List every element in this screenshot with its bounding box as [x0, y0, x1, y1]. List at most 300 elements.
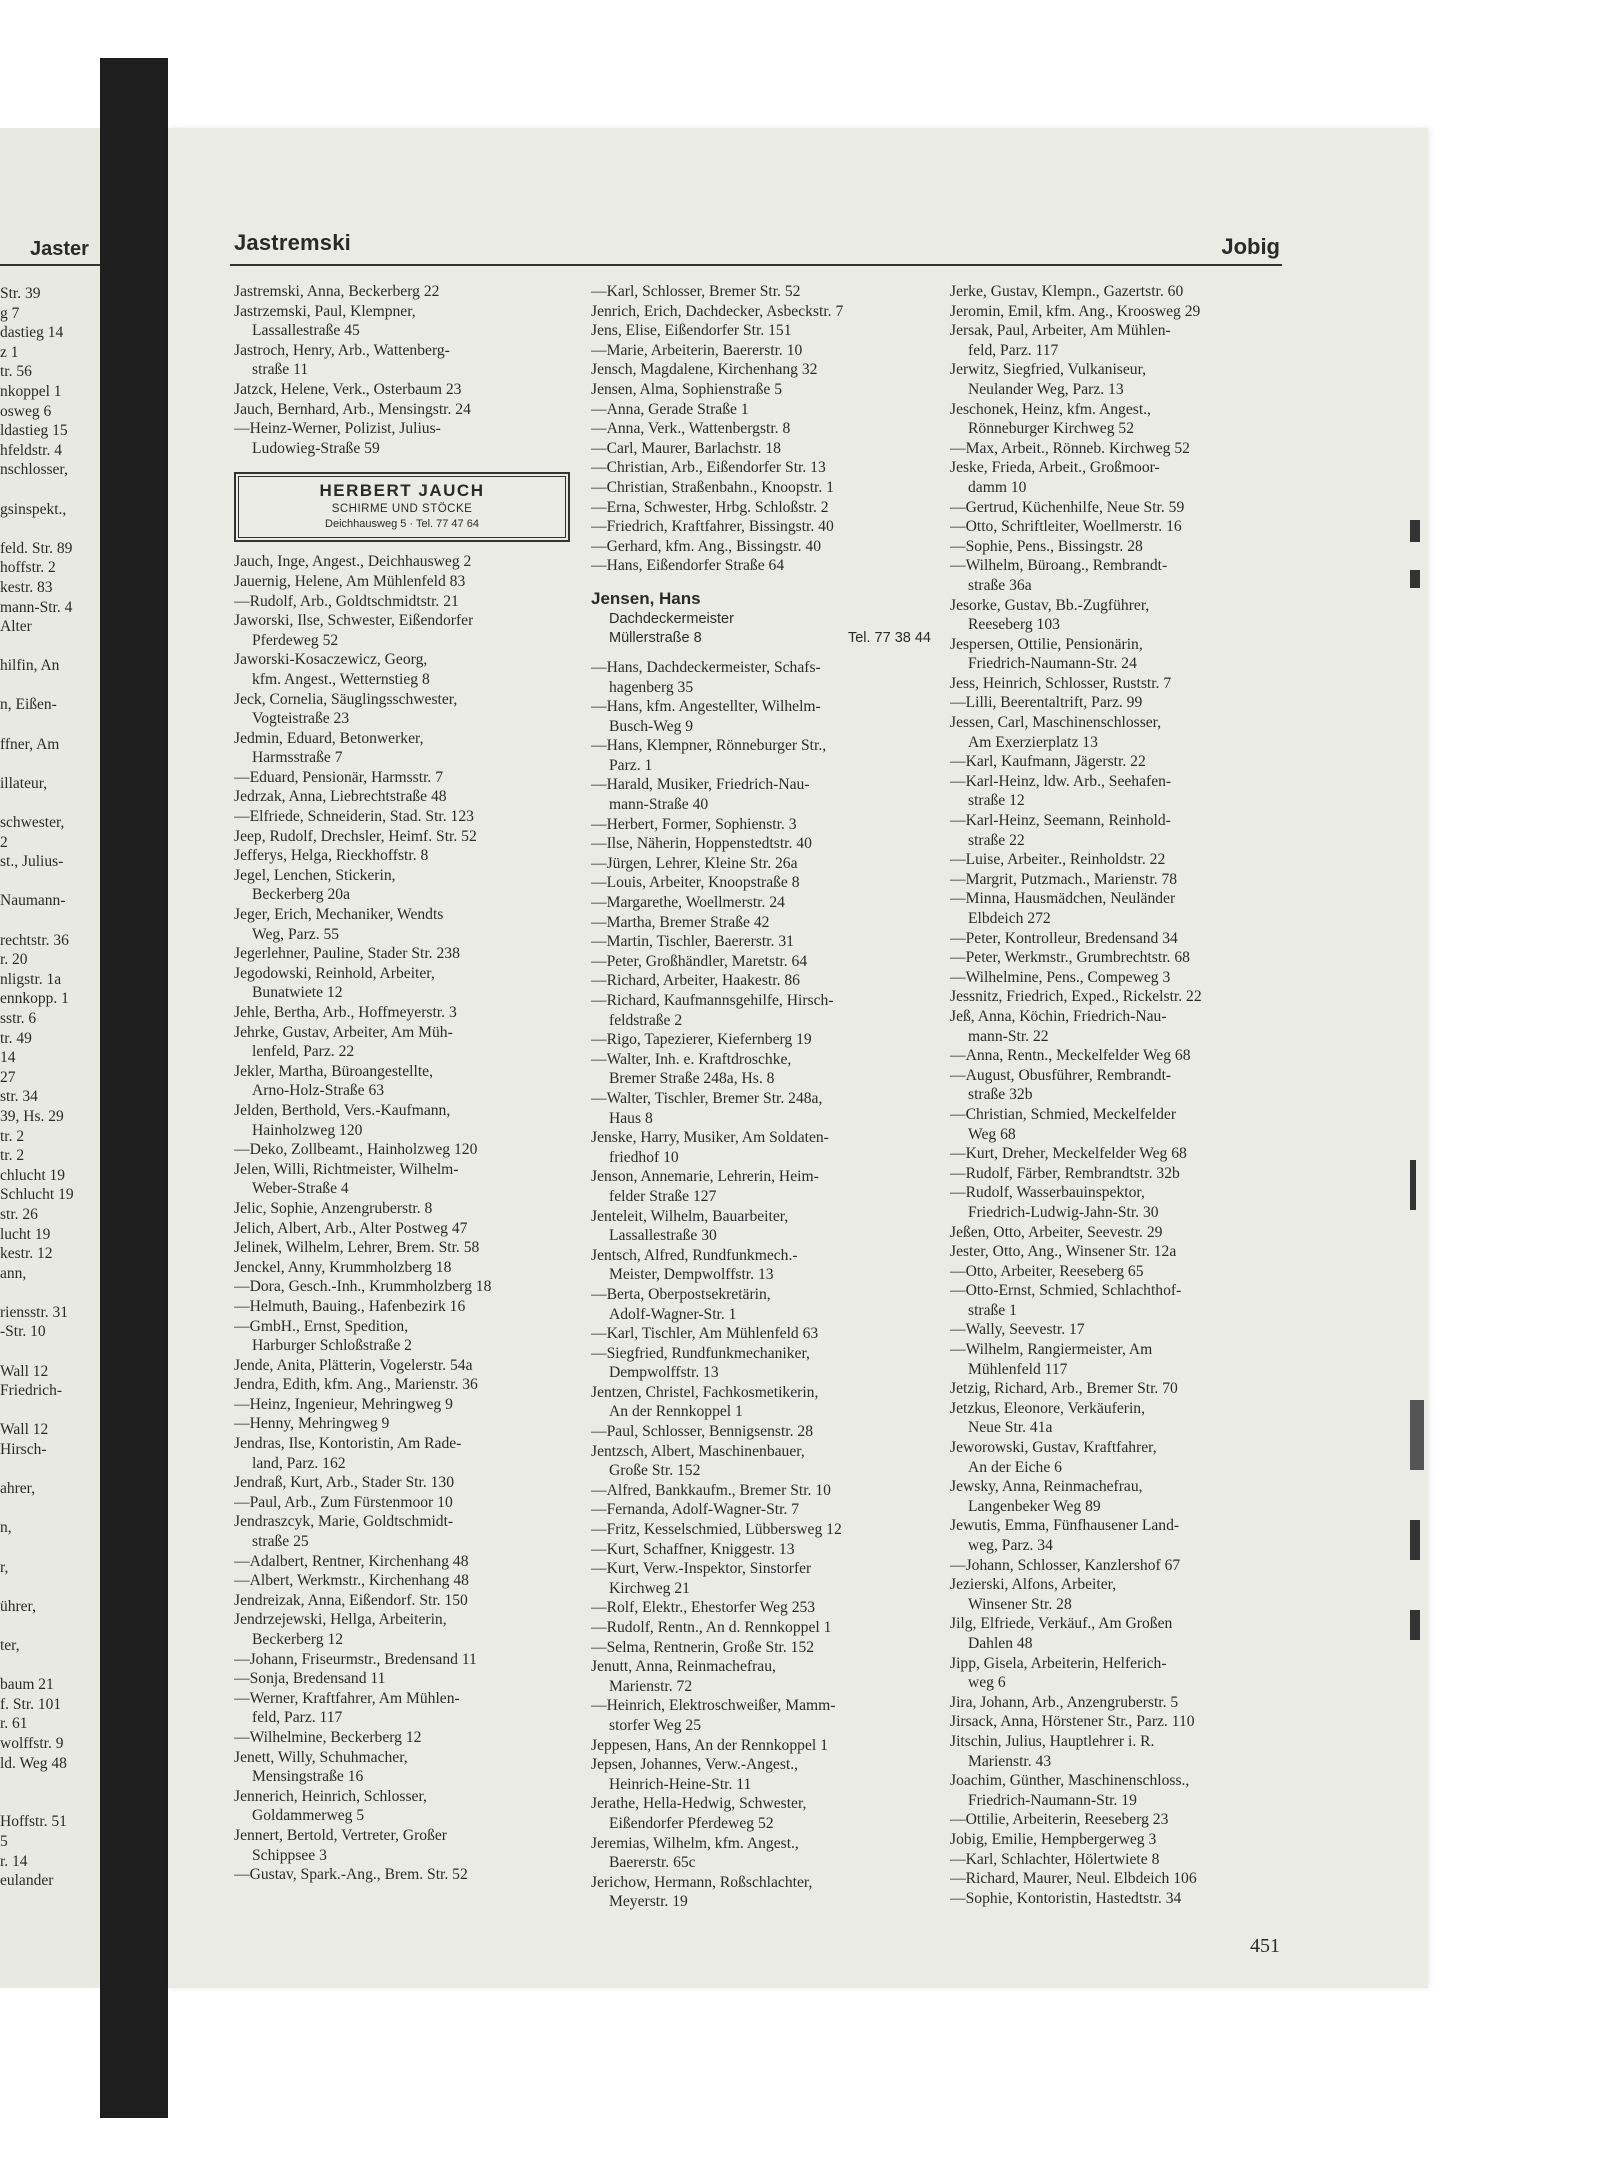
directory-entry-line: [950, 654, 1290, 674]
left-page-line: 14: [0, 1049, 16, 1067]
entry-text: Baererstr. 65c: [609, 1854, 696, 1872]
directory-entry-line: [591, 1540, 931, 1560]
entry-text: —Marie, Arbeiterin, Baererstr. 10: [591, 341, 803, 359]
left-page-line: hfeldstr. 4: [0, 441, 62, 459]
directory-entry-line: [234, 1356, 574, 1376]
entry-text: Jerichow, Hermann, Roßschlachter,: [591, 1873, 813, 1891]
left-page-lines: [0, 284, 74, 1891]
left-page-line: [0, 872, 74, 892]
entry-text: —Heinz-Werner, Polizist, Julius-: [234, 420, 441, 438]
entry-list: [234, 552, 574, 1884]
book-gutter: [100, 58, 168, 2118]
left-page-line: 27: [0, 1068, 16, 1086]
entry-text: feld, Parz. 117: [968, 341, 1059, 359]
entry-text: Jeremias, Wilhelm, kfm. Angest.,: [591, 1834, 799, 1852]
left-page-line: [0, 1773, 74, 1793]
entry-text: —Fritz, Kesselschmied, Lübbersweg 12: [591, 1521, 842, 1539]
directory-entry-line: [591, 1716, 931, 1736]
directory-entry-line: [950, 498, 1290, 518]
entry-text: Mensingstraße 16: [252, 1768, 364, 1786]
directory-entry-line: [591, 658, 931, 678]
left-page-line: lucht 19: [0, 1225, 51, 1243]
featured-entry-name: Jensen, Hans: [591, 588, 701, 608]
entry-text: Jenteleit, Wilhelm, Bauarbeiter,: [591, 1207, 789, 1225]
left-page-line: eulander: [0, 1872, 54, 1890]
entry-text: Beckerberg 20a: [252, 886, 350, 904]
directory-entry-line: [950, 517, 1290, 537]
directory-entry-line: [950, 537, 1290, 557]
left-page-line: Wall 12: [0, 1421, 49, 1439]
directory-entry-line: [950, 576, 1290, 596]
directory-entry-line: [950, 380, 1290, 400]
directory-entry-line: [591, 1128, 931, 1148]
left-page-line: wolffstr. 9: [0, 1734, 64, 1752]
entry-text: Weg, Parz. 55: [252, 925, 340, 943]
entry-text: Jeppesen, Hans, An der Rennkoppel 1: [591, 1736, 828, 1754]
directory-entry-line: [591, 854, 931, 874]
entry-text: Jendraß, Kurt, Arb., Stader Str. 130: [234, 1474, 455, 1492]
entry-text: Jenett, Willy, Schuhmacher,: [234, 1748, 408, 1766]
entry-text: Jenckel, Anny, Krummholzberg 18: [234, 1258, 452, 1276]
entry-text: Jentsch, Alfred, Rundfunkmech.-: [591, 1246, 798, 1264]
left-page-line: [0, 1499, 74, 1519]
left-page-line: ld. Weg 48: [0, 1754, 67, 1772]
directory-entry-line: [234, 1023, 574, 1043]
directory-entry-line: [950, 1379, 1290, 1399]
directory-entry-line: [591, 971, 931, 991]
left-page-line: nschlosser,: [0, 461, 68, 479]
directory-entry-line: [591, 1500, 931, 1520]
entry-text: Marienstr. 72: [609, 1677, 693, 1695]
entry-text: —GmbH., Ernst, Spedition,: [234, 1317, 409, 1335]
entry-text: Jeger, Erich, Mechaniker, Wendts: [234, 906, 444, 924]
entry-text: —Dora, Gesch.-Inh., Krummholzberg 18: [234, 1278, 492, 1296]
entry-text: An der Eiche 6: [968, 1458, 1062, 1476]
entry-text: Jedmin, Eduard, Betonwerker,: [234, 729, 424, 747]
directory-entry-line: [234, 846, 574, 866]
directory-entry-line: [234, 419, 574, 439]
left-page-line: ennkopp. 1: [0, 990, 69, 1008]
entry-text: —Lilli, Beerentaltrift, Parz. 99: [950, 694, 1143, 712]
entry-text: Jensch, Magdalene, Kirchenhang 32: [591, 361, 818, 379]
directory-entry-line: [591, 913, 931, 933]
directory-entry-line: [950, 1046, 1290, 1066]
left-page-line: 2: [0, 833, 8, 851]
entry-text: Rönneburger Kirchweg 52: [968, 420, 1135, 438]
entry-text: Jeske, Frieda, Arbeit., Großmoor-: [950, 459, 1160, 477]
directory-entry-line: [234, 1806, 574, 1826]
entry-text: —Ottilie, Arbeiterin, Reeseberg 23: [950, 1811, 1169, 1829]
entry-text: Jewsky, Anna, Reinmachefrau,: [950, 1478, 1143, 1496]
entry-text: straße 32b: [968, 1086, 1033, 1104]
entry-text: Mühlenfeld 117: [968, 1360, 1068, 1378]
entry-text: —Sophie, Kontoristin, Hastedtstr. 34: [950, 1889, 1182, 1907]
entry-text: —Rudolf, Wasserbauinspektor,: [950, 1184, 1145, 1202]
entry-text: —Wilhelm, Büroang., Rembrandt-: [950, 557, 1168, 575]
left-page-line: schwester,: [0, 814, 65, 832]
directory-entry-line: [234, 1493, 574, 1513]
directory-entry-line: [950, 1164, 1290, 1184]
left-page-line: str. 34: [0, 1088, 38, 1106]
entry-text: straße 11: [252, 361, 309, 379]
left-page-line: st., Julius-: [0, 853, 64, 871]
directory-entry-line: [591, 1853, 931, 1873]
directory-entry-line: [591, 1598, 931, 1618]
directory-entry-line: [591, 952, 931, 972]
left-page-line: ahrer,: [0, 1480, 36, 1498]
directory-entry-line: [950, 1791, 1290, 1811]
directory-entry-line: [950, 674, 1290, 694]
directory-entry-line: [950, 1360, 1290, 1380]
directory-entry-line: [950, 1536, 1290, 1556]
entry-text: straße 36a: [968, 576, 1032, 594]
entry-text: Jauernig, Helene, Am Mühlenfeld 83: [234, 572, 466, 590]
entry-text: Neue Str. 41a: [968, 1419, 1053, 1437]
directory-entry-line: [950, 1634, 1290, 1654]
entry-text: Jeck, Cornelia, Säuglingsschwester,: [234, 690, 458, 708]
left-page-line: sstr. 6: [0, 1009, 37, 1027]
entry-text: Friedrich-Ludwig-Jahn-Str. 30: [968, 1203, 1159, 1221]
directory-entry-line: [950, 596, 1290, 616]
directory-entry-line: [950, 1105, 1290, 1125]
directory-entry-line: [591, 697, 931, 717]
directory-entry-line: [234, 1042, 574, 1062]
directory-entry-line: [591, 756, 931, 776]
entry-text: damm 10: [968, 478, 1027, 496]
directory-entry-line: [950, 1458, 1290, 1478]
directory-entry-line: [950, 1301, 1290, 1321]
entry-text: Jelden, Berthold, Vers.-Kaufmann,: [234, 1101, 451, 1119]
directory-entry-line: [591, 1265, 931, 1285]
entry-text: Jelich, Albert, Arb., Alter Postweg 47: [234, 1219, 468, 1237]
left-page-line: mann-Str. 4: [0, 598, 73, 616]
left-page-line: Hirsch-: [0, 1441, 47, 1459]
directory-entry-line: [234, 690, 574, 710]
left-page-line: tr. 49: [0, 1029, 32, 1047]
entry-text: lenfeld, Parz. 22: [252, 1043, 355, 1061]
left-page-line: Str. 39: [0, 285, 41, 302]
entry-text: Dahlen 48: [968, 1634, 1033, 1652]
directory-entry-line: [591, 1775, 931, 1795]
entry-text: Beckerberg 12: [252, 1631, 344, 1648]
entry-text: Joachim, Günther, Maschinenschloss.,: [950, 1772, 1190, 1790]
directory-entry-line: [950, 458, 1290, 478]
directory-entry-line: [234, 1062, 574, 1082]
entry-text: land, Parz. 162: [252, 1454, 346, 1472]
entry-text: —Deko, Zollbeamt., Hainholzweg 120: [234, 1141, 478, 1159]
directory-entry-line: [234, 1610, 574, 1630]
left-page-line: r. 20: [0, 951, 28, 969]
directory-entry-line: [234, 1081, 574, 1101]
directory-entry-line: [234, 400, 574, 420]
directory-entry-line: [234, 1473, 574, 1493]
entry-text: Friedrich-Naumann-Str. 19: [968, 1791, 1137, 1809]
directory-entry-line: [950, 439, 1290, 459]
entry-text: Jehle, Bertha, Arb., Hoffmeyerstr. 3: [234, 1004, 457, 1021]
entry-text: Jendra, Edith, kfm. Ang., Marienstr. 36: [234, 1376, 478, 1394]
directory-entry-line: [950, 929, 1290, 949]
left-page-line: [0, 754, 74, 774]
directory-entry-line: [234, 1258, 574, 1278]
entry-text: Jewutis, Emma, Fünfhausener Land-: [950, 1517, 1180, 1535]
directory-entry-line: [591, 1305, 931, 1325]
directory-entry-line: [950, 1223, 1290, 1243]
left-page-line: 5: [0, 1832, 8, 1850]
directory-entry-line: [591, 556, 931, 576]
directory-entry-line: [234, 1689, 574, 1709]
entry-text: Jess, Heinrich, Schlosser, Ruststr. 7: [950, 674, 1172, 692]
directory-entry-line: [591, 419, 931, 439]
entry-text: Jepsen, Johannes, Verw.-Angest.,: [591, 1756, 799, 1774]
entry-text: Goldammerweg 5: [252, 1807, 365, 1825]
directory-entry-line: [234, 964, 574, 984]
left-page-line: [0, 911, 74, 931]
directory-entry-line: [234, 552, 574, 572]
directory-entry-line: [591, 815, 931, 835]
entry-text: Reeseberg 103: [968, 616, 1060, 634]
entry-text: —Harald, Musiker, Friedrich-Nau-: [591, 776, 810, 794]
entry-text: —Johann, Schlosser, Kanzlershof 67: [950, 1556, 1181, 1574]
directory-entry-line: [950, 1752, 1290, 1772]
entry-text: weg, Parz. 34: [968, 1537, 1053, 1554]
directory-entry-line: [234, 1179, 574, 1199]
directory-entry-line: [591, 932, 931, 952]
directory-entry-line: [950, 1066, 1290, 1086]
left-page-line: r. 61: [0, 1715, 28, 1733]
directory-entry-line: [591, 1755, 931, 1775]
left-page-line: [0, 1283, 74, 1303]
entry-text: —Karl, Kaufmann, Jägerstr. 22: [950, 753, 1146, 771]
entry-text: —Carl, Maurer, Barlachstr. 18: [591, 439, 781, 457]
directory-entry-line: [950, 1614, 1290, 1634]
directory-entry-line: [591, 1207, 931, 1227]
entry-text: —Ilse, Näherin, Hoppenstedtstr. 40: [591, 835, 812, 853]
entry-text: Eißendorfer Pferdeweg 52: [609, 1814, 774, 1832]
directory-entry-line: [950, 831, 1290, 851]
entry-text: —Richard, Maurer, Neul. Elbdeich 106: [950, 1870, 1197, 1888]
column-3: [950, 282, 1290, 1908]
directory-entry-line: [950, 1007, 1290, 1027]
directory-entry-line: [950, 909, 1290, 929]
directory-entry-line: [950, 1889, 1290, 1909]
entry-text: —Berta, Oberpostsekretärin,: [591, 1285, 771, 1303]
featured-entry-occupation: Dachdeckermeister: [609, 610, 734, 627]
directory-entry-line: [591, 873, 931, 893]
directory-entry-line: [591, 341, 931, 361]
entry-text: Jaworski-Kosaczewicz, Georg,: [234, 651, 428, 669]
directory-entry-line: [234, 1101, 574, 1121]
directory-entry-line: [591, 1892, 931, 1912]
left-page-line: z 1: [0, 343, 19, 361]
directory-entry-line: [234, 341, 574, 361]
directory-entry-line: [591, 478, 931, 498]
entry-text: feld, Parz. 117: [252, 1709, 343, 1727]
directory-entry-line: [950, 302, 1290, 322]
left-page-line: illateur,: [0, 774, 48, 792]
entry-text: Jentzsch, Albert, Maschinenbauer,: [591, 1442, 805, 1460]
entry-text: Jitschin, Julius, Hauptlehrer i. R.: [950, 1732, 1155, 1750]
directory-entry-line: [591, 717, 931, 737]
header-rule: [230, 264, 1282, 266]
left-page: [0, 128, 105, 1988]
directory-entry-line: [234, 709, 574, 729]
left-page-line: [0, 1656, 74, 1676]
entry-text: Winsener Str. 28: [968, 1595, 1072, 1613]
entry-text: —Peter, Werkmstr., Grumbrechtstr. 68: [950, 949, 1190, 967]
directory-entry-line: [234, 572, 574, 592]
entry-text: —Louis, Arbeiter, Knoopstraße 8: [591, 874, 800, 892]
directory-entry-line: [234, 905, 574, 925]
entry-text: —Margrit, Putzmach., Marienstr. 78: [950, 870, 1178, 888]
directory-entry-line: [234, 1003, 574, 1023]
directory-entry-line: [234, 1728, 574, 1748]
entry-text: Meister, Dempwolffstr. 13: [609, 1266, 774, 1284]
entry-text: —Otto, Schriftleiter, Woellmerstr. 16: [950, 518, 1182, 536]
directory-entry-line: [591, 1030, 931, 1050]
directory-entry-line: [234, 380, 574, 400]
entry-text: Jerwitz, Siegfried, Vulkaniseur,: [950, 361, 1147, 379]
directory-entry-line: [950, 1242, 1290, 1262]
entry-text: Bunatwiete 12: [252, 984, 343, 1002]
entry-text: Langenbeker Weg 89: [968, 1497, 1101, 1515]
entry-text: Harburger Schloßstraße 2: [252, 1337, 412, 1355]
entry-text: Jetzkus, Eleonore, Verkäuferin,: [950, 1399, 1145, 1417]
entry-text: Jentzen, Christel, Fachkosmetikerin,: [591, 1383, 819, 1401]
entry-text: Jendreizak, Anna, Eißendorf. Str. 150: [234, 1591, 468, 1609]
left-page-line: [0, 715, 74, 735]
directory-entry-line: [234, 611, 574, 631]
entry-text: —Peter, Großhändler, Maretstr. 64: [591, 952, 808, 970]
left-page-line: [0, 1538, 74, 1558]
entry-text: —Gustav, Spark.-Ang., Brem. Str. 52: [234, 1866, 468, 1884]
directory-entry-line: [950, 713, 1290, 733]
entry-text: —Anna, Verk., Wattenbergstr. 8: [591, 420, 791, 438]
entry-text: —Sophie, Pens., Bissingstr. 28: [950, 537, 1143, 555]
entry-text: Jerke, Gustav, Klempn., Gazertstr. 60: [950, 283, 1184, 300]
directory-entry-line: [950, 693, 1290, 713]
entry-text: —Wilhelmine, Beckerberg 12: [234, 1728, 422, 1746]
entry-text: —Paul, Arb., Zum Fürstenmoor 10: [234, 1493, 453, 1511]
entry-text: Jendrzejewski, Hellga, Arbeiterin,: [234, 1611, 447, 1629]
entry-text: felder Straße 127: [609, 1187, 717, 1205]
directory-entry-line: [950, 791, 1290, 811]
directory-entry-line: [234, 1121, 574, 1141]
directory-entry-line: [234, 1846, 574, 1866]
directory-entry-line: [950, 1438, 1290, 1458]
entry-text: —Richard, Kaufmannsgehilfe, Hirsch-: [591, 992, 834, 1009]
directory-entry-line: [234, 592, 574, 612]
entry-text: Pferdeweg 52: [252, 631, 339, 649]
directory-entry-line: [950, 1771, 1290, 1791]
entry-text: —Hans, kfm. Angestellter, Wilhelm-: [591, 698, 821, 716]
directory-entry-line: [950, 1399, 1290, 1419]
directory-entry-line: [234, 768, 574, 788]
entry-text: —Paul, Schlosser, Bennigsenstr. 28: [591, 1423, 814, 1441]
directory-entry-line: [234, 1277, 574, 1297]
directory-entry-line: [234, 1336, 574, 1356]
directory-entry-line: [234, 866, 574, 886]
directory-entry-line: [950, 282, 1290, 302]
entry-text: Lassallestraße 45: [252, 322, 360, 340]
entry-text: —Hans, Eißendorfer Straße 64: [591, 557, 785, 575]
entry-text: —Johann, Friseurmstr., Bredensand 11: [234, 1650, 477, 1668]
entry-text: Ludowieg-Straße 59: [252, 439, 380, 457]
left-page-line: n, Eißen-: [0, 696, 57, 714]
directory-entry-line: [591, 893, 931, 913]
directory-entry-line: [234, 1552, 574, 1572]
entry-text: —Albert, Werkmstr., Kirchenhang 48: [234, 1572, 469, 1590]
directory-entry-line: [234, 827, 574, 847]
directory-entry-line: [234, 1160, 574, 1180]
directory-entry-line: [591, 1148, 931, 1168]
entry-text: Jastroch, Henry, Arb., Wattenberg-: [234, 341, 450, 359]
entry-text: —Siegfried, Rundfunkmechaniker,: [591, 1344, 810, 1362]
left-page-line: baum 21: [0, 1676, 54, 1694]
directory-entry-line: [234, 885, 574, 905]
directory-entry-line: [591, 1579, 931, 1599]
directory-entry-line: [591, 517, 931, 537]
directory-entry-line: [591, 1481, 931, 1501]
directory-entry-line: [591, 1657, 931, 1677]
directory-entry-line: [591, 1873, 931, 1893]
featured-entry-street: Müllerstraße 8: [609, 629, 702, 646]
directory-entry-line: [234, 925, 574, 945]
directory-entry-line: [234, 1669, 574, 1689]
entry-text: —Otto-Ernst, Schmied, Schlachthof-: [950, 1282, 1182, 1300]
entry-text: Heinrich-Heine-Str. 11: [609, 1775, 752, 1793]
directory-entry-line: [950, 987, 1290, 1007]
entry-text: —Wilhelmine, Pens., Compeweg 3: [950, 968, 1171, 986]
left-page-line: f. Str. 101: [0, 1695, 62, 1713]
directory-entry-line: [591, 795, 931, 815]
left-page-line: hilfin, An: [0, 657, 60, 675]
directory-entry-line: [950, 850, 1290, 870]
featured-entry: [591, 588, 931, 648]
left-page-line: [0, 1401, 74, 1421]
left-page-line: hoffstr. 2: [0, 559, 56, 577]
directory-entry-line: [234, 282, 574, 302]
directory-entry-line: [234, 748, 574, 768]
directory-entry-line: [950, 1869, 1290, 1889]
left-page-line: tr. 56: [0, 363, 32, 381]
left-page-line: [0, 1460, 74, 1480]
directory-entry-line: [591, 1422, 931, 1442]
directory-entry-line: [591, 1794, 931, 1814]
left-page-line: nkoppel 1: [0, 382, 62, 400]
entry-text: Dempwolffstr. 13: [609, 1364, 719, 1382]
directory-entry-line: [950, 419, 1290, 439]
entry-text: —Rudolf, Rentn., An d. Rennkoppel 1: [591, 1619, 832, 1636]
directory-entry-line: [950, 1712, 1290, 1732]
directory-entry-line: [234, 983, 574, 1003]
entry-text: Jauch, Bernhard, Arb., Mensingstr. 24: [234, 400, 471, 418]
left-page-line: [0, 1577, 74, 1597]
entry-text: Weg 68: [968, 1125, 1016, 1143]
directory-entry-line: [591, 1814, 931, 1834]
left-page-line: ffner, Am: [0, 735, 60, 753]
running-head-left: Jastremski: [234, 230, 351, 255]
directory-entry-line: [950, 733, 1290, 753]
directory-entry-line: [591, 537, 931, 557]
entry-text: Jelen, Willi, Richtmeister, Wilhelm-: [234, 1160, 459, 1178]
directory-entry-line: [234, 1297, 574, 1317]
entry-text: Jenske, Harry, Musiker, Am Soldaten-: [591, 1129, 829, 1147]
directory-entry-line: [234, 1238, 574, 1258]
directory-entry-line: [591, 1559, 931, 1579]
page-edge-marks: [1410, 520, 1424, 1700]
entry-text: Jenrich, Erich, Dachdecker, Asbeckstr. 7: [591, 302, 844, 320]
entry-text: Jobig, Emilie, Hempbergerweg 3: [950, 1830, 1157, 1848]
